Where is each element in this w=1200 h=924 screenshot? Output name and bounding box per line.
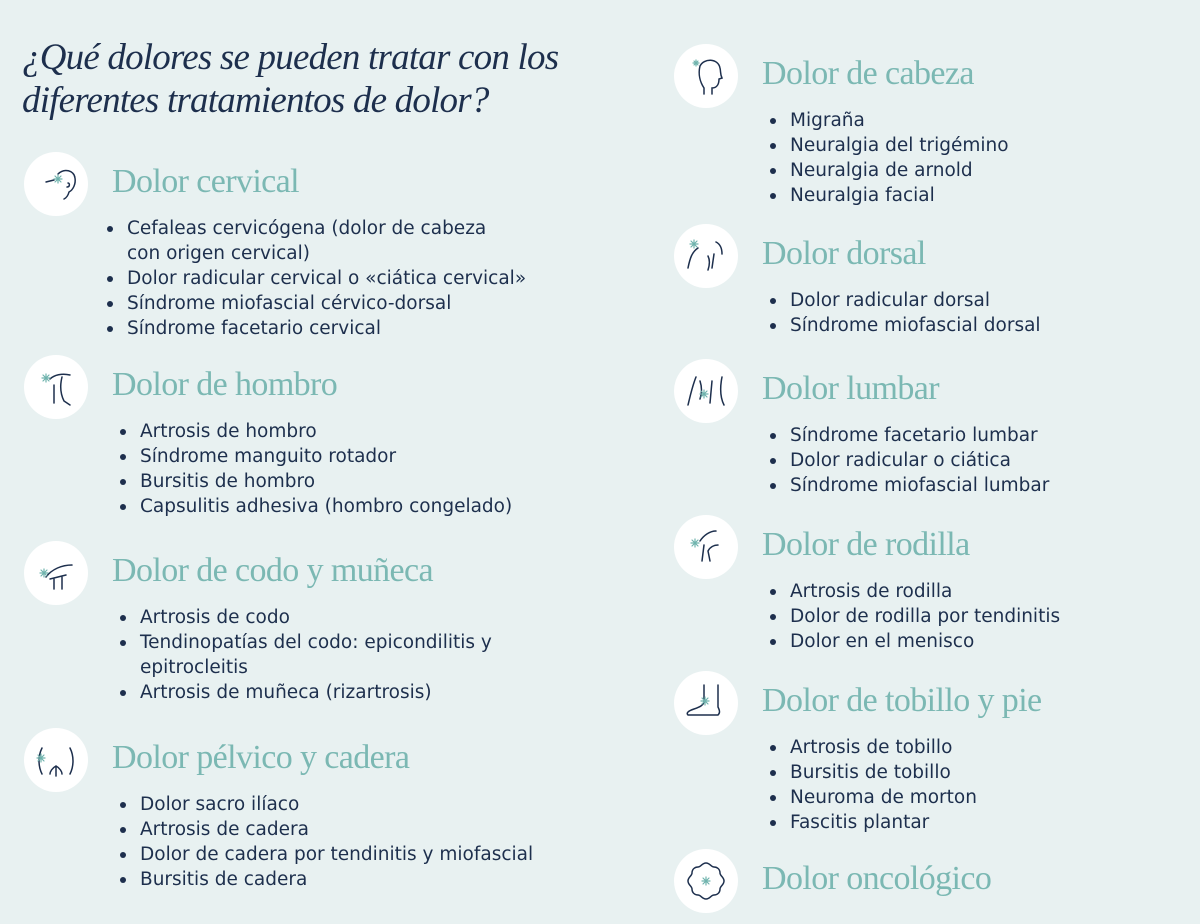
section-title: Dolor de rodilla bbox=[762, 526, 970, 563]
head-icon bbox=[674, 44, 738, 108]
item-list bbox=[790, 423, 1200, 498]
shoulder-icon bbox=[24, 355, 88, 419]
list-item: Neuroma de morton bbox=[790, 785, 1200, 810]
section-ankle-foot bbox=[674, 671, 1174, 835]
item-list bbox=[790, 579, 1200, 654]
section-cervical bbox=[24, 152, 584, 341]
list-item: Dolor radicular cervical o «ciática cervical» bbox=[127, 266, 687, 291]
section-title: Dolor oncológico bbox=[762, 860, 992, 897]
list-item: Migraña bbox=[790, 108, 1200, 133]
list-item: Neuralgia de arnold bbox=[790, 158, 1200, 183]
neck-icon bbox=[24, 152, 88, 216]
section-title: Dolor de tobillo y pie bbox=[762, 682, 1042, 719]
list-item: Síndrome miofascial lumbar bbox=[790, 473, 1200, 498]
list-item: Capsulitis adhesiva (hombro congelado) bbox=[140, 494, 700, 519]
section-title: Dolor dorsal bbox=[762, 235, 926, 272]
page-title bbox=[22, 36, 622, 122]
section-title: Dolor de codo y muñeca bbox=[112, 552, 434, 589]
foot-icon bbox=[674, 671, 738, 735]
list-item: Artrosis de muñeca (rizartrosis) bbox=[140, 680, 700, 705]
section-dorsal bbox=[674, 224, 1174, 338]
section-head bbox=[674, 44, 1174, 208]
list-item: Artrosis de rodilla bbox=[790, 579, 1200, 604]
lower-back-icon bbox=[674, 359, 738, 423]
list-item: Artrosis de hombro bbox=[140, 419, 700, 444]
list-item: Cefaleas cervicógena (dolor de cabeza con origen cervical) bbox=[127, 216, 517, 266]
list-item: Artrosis de tobillo bbox=[790, 735, 1200, 760]
item-list bbox=[140, 605, 700, 705]
list-item: Bursitis de hombro bbox=[140, 469, 700, 494]
section-title: Dolor cervical bbox=[112, 163, 300, 200]
section-oncological bbox=[674, 849, 1174, 913]
pelvis-icon bbox=[24, 728, 88, 792]
knee-icon bbox=[674, 515, 738, 579]
item-list bbox=[790, 288, 1200, 338]
section-lumbar bbox=[674, 359, 1174, 498]
list-item: Dolor sacro ilíaco bbox=[140, 792, 700, 817]
item-list bbox=[140, 792, 700, 892]
list-item: Síndrome facetario cervical bbox=[127, 316, 687, 341]
list-item: Síndrome miofascial cérvico-dorsal bbox=[127, 291, 687, 316]
section-elbow-wrist bbox=[24, 541, 584, 705]
list-item: Síndrome facetario lumbar bbox=[790, 423, 1200, 448]
item-list bbox=[790, 735, 1200, 835]
section-shoulder bbox=[24, 355, 584, 519]
section-title: Dolor lumbar bbox=[762, 370, 939, 407]
page-title-line-1: ¿Qué dolores se pueden tratar con los bbox=[22, 37, 559, 78]
list-item: Artrosis de codo bbox=[140, 605, 700, 630]
list-item: Dolor radicular o ciática bbox=[790, 448, 1200, 473]
item-list bbox=[140, 419, 700, 519]
upper-back-icon bbox=[674, 224, 738, 288]
list-item: Dolor radicular dorsal bbox=[790, 288, 1200, 313]
cell-icon bbox=[674, 849, 738, 913]
section-title: Dolor pélvico y cadera bbox=[112, 739, 410, 776]
section-title: Dolor de hombro bbox=[112, 366, 338, 403]
item-list bbox=[127, 216, 687, 341]
list-item: Bursitis de cadera bbox=[140, 867, 700, 892]
section-title: Dolor de cabeza bbox=[762, 55, 974, 92]
list-item: Tendinopatías del codo: epicondilitis y epitrocleitis bbox=[140, 630, 530, 680]
list-item: Bursitis de tobillo bbox=[790, 760, 1200, 785]
section-knee bbox=[674, 515, 1174, 654]
list-item: Fascitis plantar bbox=[790, 810, 1200, 835]
list-item: Síndrome manguito rotador bbox=[140, 444, 700, 469]
list-item: Dolor de rodilla por tendinitis bbox=[790, 604, 1200, 629]
list-item: Neuralgia facial bbox=[790, 183, 1200, 208]
item-list bbox=[790, 108, 1200, 208]
list-item: Síndrome miofascial dorsal bbox=[790, 313, 1200, 338]
list-item: Dolor en el menisco bbox=[790, 629, 1200, 654]
elbow-icon bbox=[24, 541, 88, 605]
list-item: Dolor de cadera por tendinitis y miofascial bbox=[140, 842, 700, 867]
page-title-line-2: diferentes tratamientos de dolor? bbox=[22, 80, 489, 121]
list-item: Neuralgia del trigémino bbox=[790, 133, 1200, 158]
list-item: Artrosis de cadera bbox=[140, 817, 700, 842]
section-pelvic-hip bbox=[24, 728, 584, 892]
